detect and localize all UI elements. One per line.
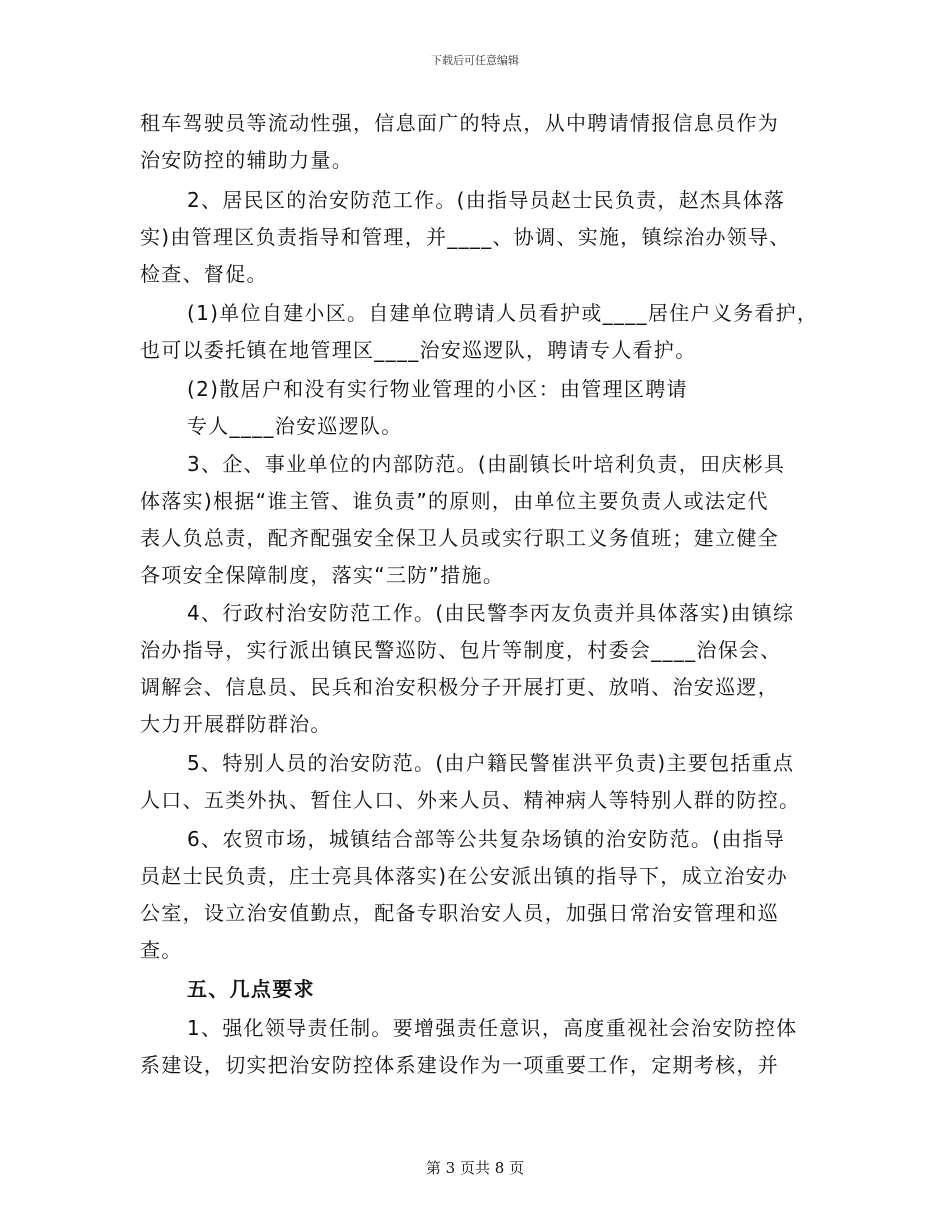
text-line: 系建设，切实把治安防控体系建设作为一项重要工作，定期考核，并 xyxy=(140,1053,779,1077)
text-line: 治办指导，实行派出镇民警巡防、包片等制度，村委会____治保会、 xyxy=(140,638,782,662)
section-heading: 五、几点要求 xyxy=(187,977,315,1001)
text-line: (1)单位自建小区。自建单位聘请人员看护或____居住户义务看护， xyxy=(187,301,819,325)
text-line: 也可以委托镇在地管理区____治安巡逻队，聘请专人看护。 xyxy=(140,338,697,362)
text-line: 专人____治安巡逻队。 xyxy=(187,414,403,438)
text-line: 检查、督促。 xyxy=(140,262,268,286)
text-line: 大力开展群防群治。 xyxy=(140,712,332,736)
text-line: 治安防控的辅助力量。 xyxy=(140,148,353,172)
page-header: 下载后可任意编辑 xyxy=(431,54,519,67)
text-line: 表人负总责，配齐配强安全保卫人员或实行职工义务值班；建立健全 xyxy=(140,526,779,550)
text-line: 调解会、信息员、民兵和治安积极分子开展打更、放哨、治安巡逻， xyxy=(140,675,779,699)
text-line: 6、农贸市场，城镇结合部等公共复杂场镇的治安防范。(由指导 xyxy=(187,827,786,851)
text-line: 租车驾驶员等流动性强，信息面广的特点，从中聘请情报信息员作为 xyxy=(140,111,779,135)
page-footer: 第 3 页共 8 页 xyxy=(425,1159,525,1177)
text-line: 2、居民区的治安防范工作。(由指导员赵士民负责，赵杰具体落 xyxy=(187,188,786,212)
text-line: 各项安全保障制度，落实“三防”措施。 xyxy=(140,563,505,587)
text-line: 人口、五类外执、暂住人口、外来人员、精神病人等特别人群的防控。 xyxy=(140,788,801,812)
text-line: 实)由管理区负责指导和管理，并____、协调、实施，镇综治办领导、 xyxy=(140,225,791,249)
text-line: 1、强化领导责任制。要增强责任意识，高度重视社会治安防控体 xyxy=(187,1016,798,1040)
text-line: 查。 xyxy=(140,938,183,962)
text-line: 5、特别人员的治安防范。(由户籍民警崔洪平负责)主要包括重点 xyxy=(187,751,795,775)
text-line: 4、行政村治安防范工作。(由民警李丙友负责并具体落实)由镇综 xyxy=(187,601,795,625)
text-line: 员赵士民负责，庄士亮具体落实)在公安派出镇的指导下，成立治安办 xyxy=(140,864,789,888)
text-line: 3、企、事业单位的内部防范。(由副镇长叶培利负责，田庆彬具 xyxy=(187,452,786,476)
text-line: 体落实)根据“谁主管、谁负责”的原则，由单位主要负责人或法定代 xyxy=(140,489,769,513)
text-line: (2)散居户和没有实行物业管理的小区：由管理区聘请 xyxy=(187,377,688,401)
text-line: 公室，设立治安值勤点，配备专职治安人员，加强日常治安管理和巡 xyxy=(140,901,779,925)
